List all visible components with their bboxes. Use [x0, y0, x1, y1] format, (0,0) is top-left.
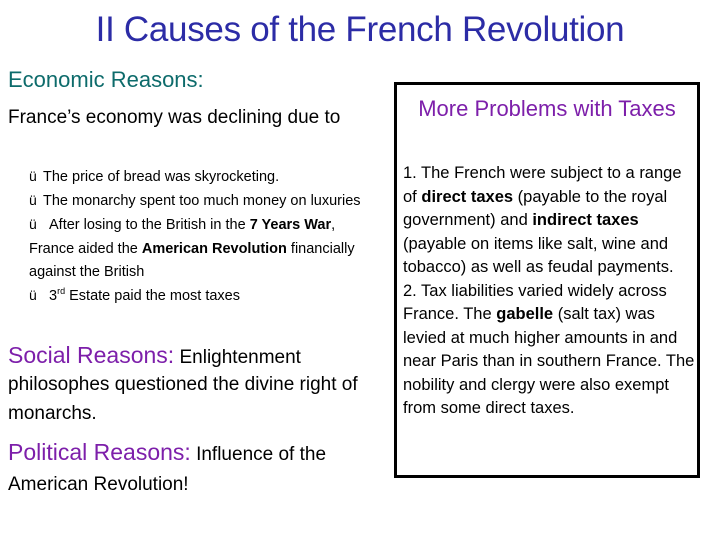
political-reasons-label: Political Reasons:	[8, 439, 191, 465]
economic-bullet-list	[29, 165, 374, 308]
taxes-paragraph-1: 1. The French were subject to a range of direct taxes (payable to the royal government) and indirect taxes (payable on items like salt, wine and tobacco) as well as feudal payments.	[403, 164, 682, 276]
social-reasons-label: Social Reasons:	[8, 342, 175, 368]
list-item: ü 3rd Estate paid the most taxes	[29, 284, 374, 308]
social-reasons-continued: philosophes questioned the divine right of monarchs.	[8, 374, 358, 424]
political-reasons-continued: American Revolution!	[8, 474, 189, 495]
political-reasons-text: Influence of the	[190, 444, 327, 465]
check-icon: ü	[29, 168, 37, 184]
slide-title: II Causes of the French Revolution	[95, 10, 625, 49]
check-icon: ü	[29, 216, 37, 233]
list-item: ü The monarchy spent too much money on luxuries	[29, 189, 374, 213]
taxes-box-body	[403, 162, 697, 421]
taxes-box-heading: More Problems with Taxes	[418, 96, 676, 121]
check-icon: ü	[29, 287, 37, 304]
economic-intro: France’s economy was declining due to	[8, 107, 341, 128]
social-reasons	[8, 340, 301, 373]
economic-reasons-heading: Economic Reasons:	[8, 67, 204, 92]
list-item: ü The price of bread was skyrocketing.	[29, 165, 374, 189]
social-reasons-text: Enlightenment	[174, 347, 301, 368]
taxes-paragraph-2: 2. Tax liabilities varied widely across France. The gabelle (salt tax) was levied at much higher amounts in and near Paris than in southern France. The nobility and clergy were also exempt from some direct taxes.	[403, 281, 695, 417]
check-icon: ü	[29, 192, 37, 209]
list-item: ü After losing to the British in the 7 Years War, France aided the American Revolution financially against the British	[29, 213, 374, 284]
political-reasons	[8, 435, 326, 472]
